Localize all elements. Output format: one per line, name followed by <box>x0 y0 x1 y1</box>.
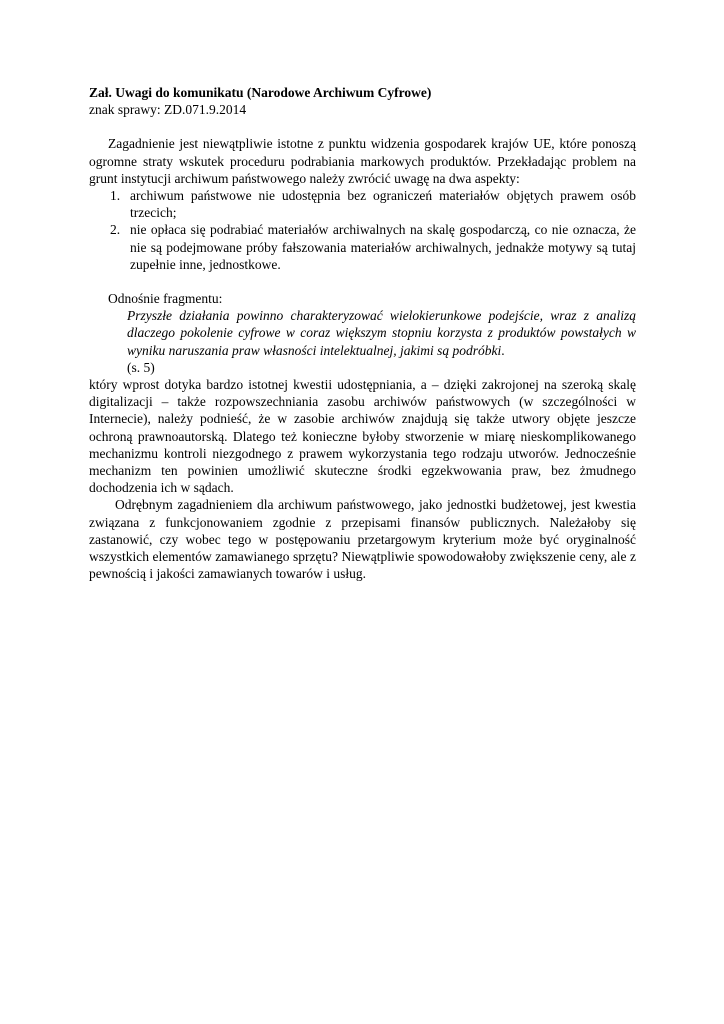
list-item <box>89 187 636 221</box>
spacer <box>89 273 636 290</box>
case-reference: znak sprawy: ZD.071.9.2014 <box>89 102 247 118</box>
quote-period: . <box>501 342 505 358</box>
quoted-fragment <box>89 307 636 376</box>
list-item-text: nie opłaca się podrabiać materiałów archiwalnych na skalę gospodarczą, co nie oznacza, że nie są podejmowane próby fałszowania materiałów archiwalnych, jednakże motywy są tutaj zupełnie inne, jednostkowe. <box>130 222 636 272</box>
quote-page-reference: (s. 5) <box>127 359 155 375</box>
list-item-number: 2. <box>110 222 121 238</box>
aspects-list <box>89 187 636 273</box>
continuation-paragraph: który wprost dotyka bardzo istotnej kwestii udostępniania, a – dzięki zakrojonej na szeroką skalę digitalizacji – także rozpowszechniania zasobu archiwów państwowych (w szczególności w Internecie), należy podnieść, że w zasobie archiwów znajdują się także utwory objęte jeszcze ochroną prawnoautorską. Dlatego też konieczne byłoby stworzenie w miarę nieskomplikowanego mechanizmu kontroli niezgodnego z prawem wykorzystania tego rodzaju utworów. Jednocześnie mechanizm ten powinien umożliwić skuteczne środki egzekwowania praw, bez żmudnego dochodzenia ich w sądach. <box>89 377 636 496</box>
list-item-text: archiwum państwowe nie udostępnia bez ograniczeń materiałów objętych prawem osób trzecich; <box>130 188 636 221</box>
quote-text: Przyszłe działania powinno charakteryzować wielokierunkowe podejście, wraz z analizą dlaczego pokolenie cyfrowe w coraz większym stopniu korzysta z produktów powstałych w wyniku naruszania praw własności intelektualnej, jakimi są podróbki <box>127 308 636 358</box>
intro-paragraph: Zagadnienie jest niewątpliwie istotne z punktu widzenia gospodarek krajów UE, które ponoszą ogromne straty wskutek proceduru podrabiania markowych produktów. Przekładając problem na grunt instytucji archiwum państwowego należy zwrócić uwagę na dwa aspekty: <box>89 136 636 186</box>
final-paragraph: Odrębnym zagadnieniem dla archiwum państwowego, jako jednostki budżetowej, jest kwestia związana z funkcjonowaniem zgodnie z przepisami finansów publicznych. Należałoby się zastanowić, czy wobec tego w postępowaniu przetargowym kryterium może być oryginalność wszystkich elementów zamawianego sprzętu? Niewątpliwie spowodowałoby zwiększenie ceny, ale z pewnością i jakości zamawianych towarów i usług. <box>89 497 636 582</box>
list-item-number: 1. <box>110 188 121 204</box>
list-item <box>89 221 636 273</box>
document-title: Zał. Uwagi do komunikatu (Narodowe Archiwum Cyfrowe) <box>89 85 432 100</box>
document-page <box>89 84 636 582</box>
fragment-intro: Odnośnie fragmentu: <box>108 291 223 307</box>
